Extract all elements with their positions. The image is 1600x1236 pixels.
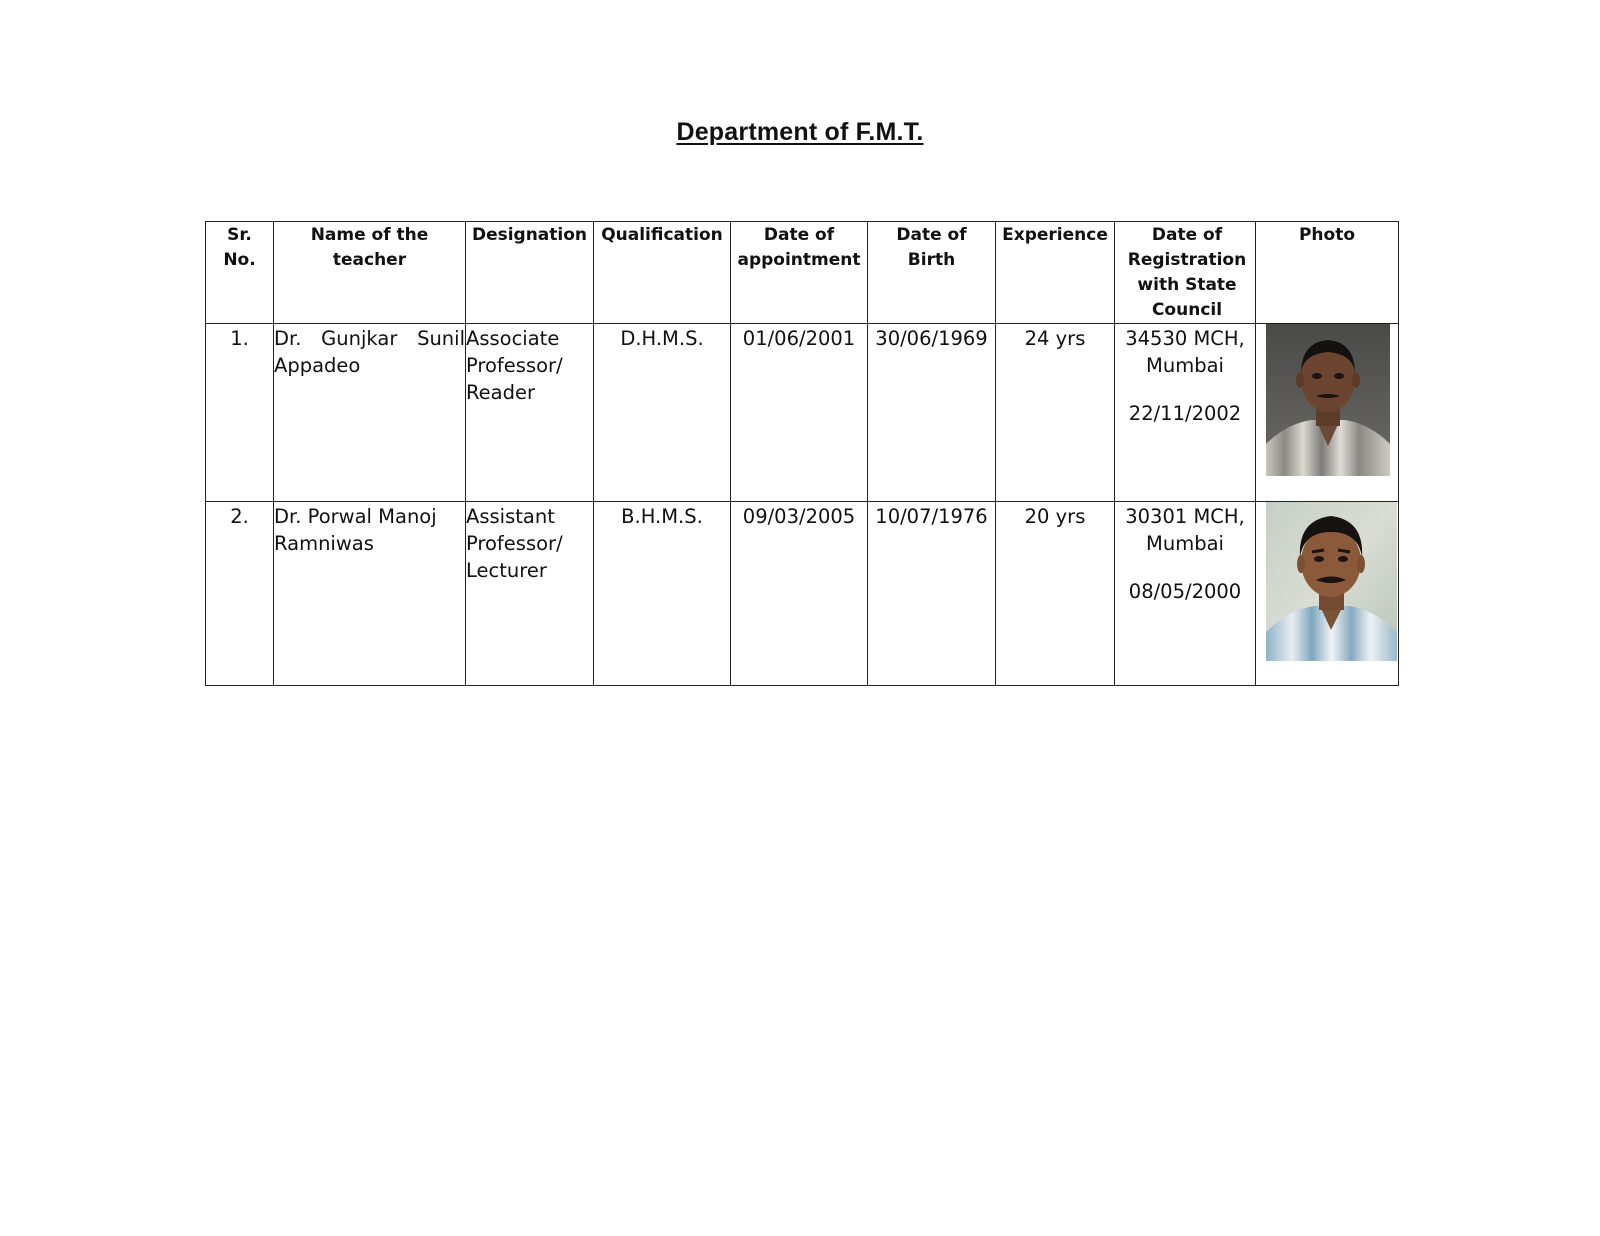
header-date-of-birth: Date of Birth — [868, 222, 996, 324]
registration-date: 08/05/2000 — [1128, 580, 1242, 603]
page-title: Department of F.M.T. — [676, 118, 924, 146]
portrait-icon — [1266, 502, 1397, 661]
cell-sr-no: 2. — [206, 502, 274, 686]
header-qualification: Qualification — [594, 222, 731, 324]
cell-date-of-birth: 30/06/1969 — [868, 324, 996, 502]
header-photo: Photo — [1256, 222, 1399, 324]
faculty-table — [205, 221, 1399, 686]
cell-date-of-birth: 10/07/1976 — [868, 502, 996, 686]
cell-designation: Assistant Professor/ Lecturer — [466, 502, 594, 686]
cell-designation: Associate Professor/ Reader — [466, 324, 594, 502]
registration-date: 22/11/2002 — [1128, 402, 1242, 425]
cell-name: Dr. Porwal Manoj Ramniwas — [274, 502, 466, 686]
header-experience: Experience — [996, 222, 1115, 324]
table-header-row — [206, 222, 1399, 324]
cell-sr-no: 1. — [206, 324, 274, 502]
cell-photo — [1256, 324, 1399, 502]
cell-date-of-appointment: 09/03/2005 — [731, 502, 868, 686]
cell-date-of-appointment: 01/06/2001 — [731, 324, 868, 502]
cell-qualification: D.H.M.S. — [594, 324, 731, 502]
header-designation: Designation — [466, 222, 594, 324]
header-name: Name of the teacher — [274, 222, 466, 324]
cell-experience: 24 yrs — [996, 324, 1115, 502]
table-row — [206, 324, 1399, 502]
cell-registration — [1115, 324, 1256, 502]
cell-photo — [1256, 502, 1399, 686]
teacher-photo-2 — [1266, 502, 1397, 661]
cell-qualification: B.H.M.S. — [594, 502, 731, 686]
registration-number: 30301 MCH, Mumbai — [1125, 505, 1245, 555]
portrait-icon — [1266, 324, 1390, 476]
header-registration: Date of Registration with State Council — [1115, 222, 1256, 324]
registration-number: 34530 MCH, Mumbai — [1125, 327, 1245, 377]
cell-registration — [1115, 502, 1256, 686]
teacher-photo-1 — [1266, 324, 1390, 476]
cell-experience: 20 yrs — [996, 502, 1115, 686]
header-sr-no: Sr. No. — [206, 222, 274, 324]
header-date-of-appointment: Date of appointment — [731, 222, 868, 324]
table-row — [206, 502, 1399, 686]
cell-name: Dr. Gunjkar Sunil Appadeo — [274, 324, 466, 502]
